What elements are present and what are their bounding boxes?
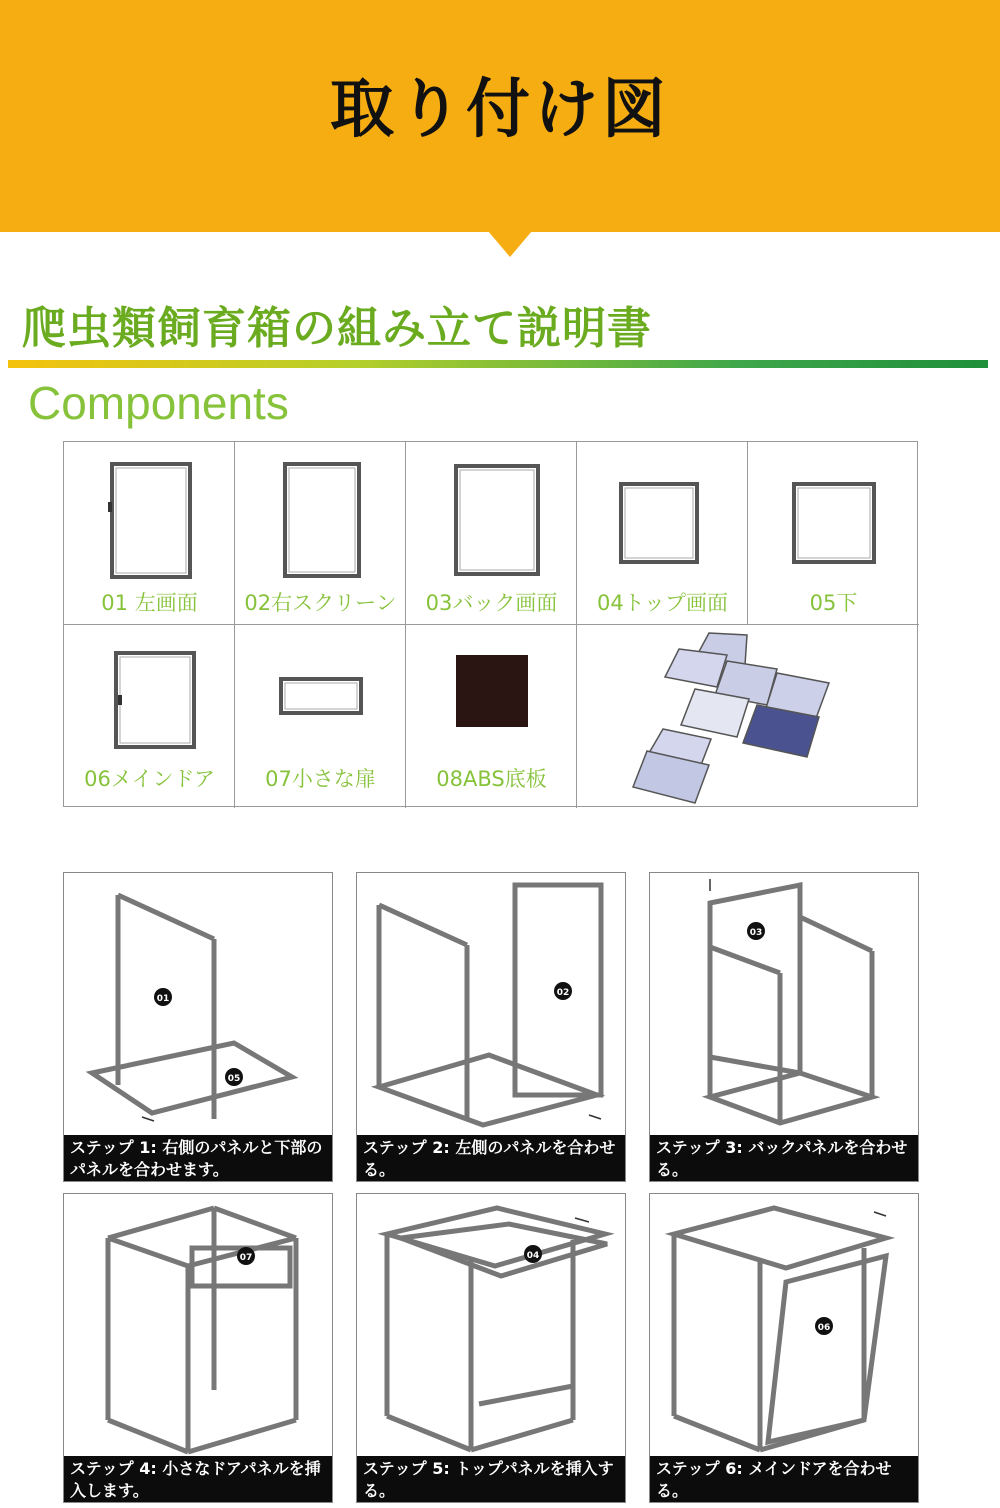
step-badge: 05 xyxy=(227,1074,241,1084)
components-layout-sheet xyxy=(577,625,919,808)
step-1-illustration xyxy=(64,873,334,1137)
components-grid xyxy=(63,441,918,807)
step-badge: 06 xyxy=(817,1323,831,1333)
step-5-card xyxy=(356,1193,626,1503)
step-4-illustration xyxy=(64,1194,334,1458)
header-banner xyxy=(0,0,1000,232)
banner-pointer xyxy=(488,231,532,257)
component-07 xyxy=(235,625,406,808)
step-2-card xyxy=(356,872,626,1182)
step-3-card xyxy=(649,872,919,1182)
step-6-card xyxy=(649,1193,919,1503)
step-caption: ステップ 2: 左側のパネルを合わせる。 xyxy=(357,1135,625,1181)
gradient-divider xyxy=(8,360,988,368)
component-label: 01 左画面 xyxy=(101,591,198,615)
panel-layout-illustration xyxy=(577,625,919,808)
banner-title: 取り付け図 xyxy=(330,73,670,147)
component-03 xyxy=(406,442,577,625)
step-badge: 03 xyxy=(749,928,763,938)
step-caption: ステップ 3: バックパネルを合わせる。 xyxy=(650,1135,918,1181)
step-caption: ステップ 4: 小さなドアパネルを挿入します。 xyxy=(64,1456,332,1502)
component-label: 07小さな扉 xyxy=(265,767,376,791)
components-heading: Components xyxy=(28,377,289,429)
step-badge: 04 xyxy=(526,1251,540,1261)
component-05 xyxy=(748,442,919,625)
component-label: 02右スクリーン xyxy=(244,591,397,615)
component-06 xyxy=(64,625,235,808)
step-badge: 02 xyxy=(556,988,570,998)
step-1-card xyxy=(63,872,333,1182)
step-caption: ステップ 1: 右側のパネルと下部のパネルを合わせます。 xyxy=(64,1135,332,1181)
step-badge: 07 xyxy=(239,1253,253,1263)
component-label: 05下 xyxy=(809,591,858,615)
component-04 xyxy=(577,442,748,625)
component-label: 04トップ画面 xyxy=(596,591,729,615)
manual-title: 爬虫類飼育箱の組み立て説明書 xyxy=(22,303,652,354)
step-5-illustration xyxy=(357,1194,627,1458)
component-08 xyxy=(406,625,577,808)
component-01 xyxy=(64,442,235,625)
step-2-illustration xyxy=(357,873,627,1137)
step-caption: ステップ 5: トップパネルを挿入する。 xyxy=(357,1456,625,1502)
component-02 xyxy=(235,442,406,625)
component-label: 06メインドア xyxy=(84,767,215,791)
step-6-illustration xyxy=(650,1194,920,1458)
step-caption: ステップ 6: メインドアを合わせる。 xyxy=(650,1456,918,1502)
component-label: 08ABS底板 xyxy=(436,767,547,791)
component-label: 03バック画面 xyxy=(425,591,558,615)
step-3-illustration xyxy=(650,873,920,1137)
step-badge: 01 xyxy=(156,994,170,1004)
step-4-card xyxy=(63,1193,333,1503)
